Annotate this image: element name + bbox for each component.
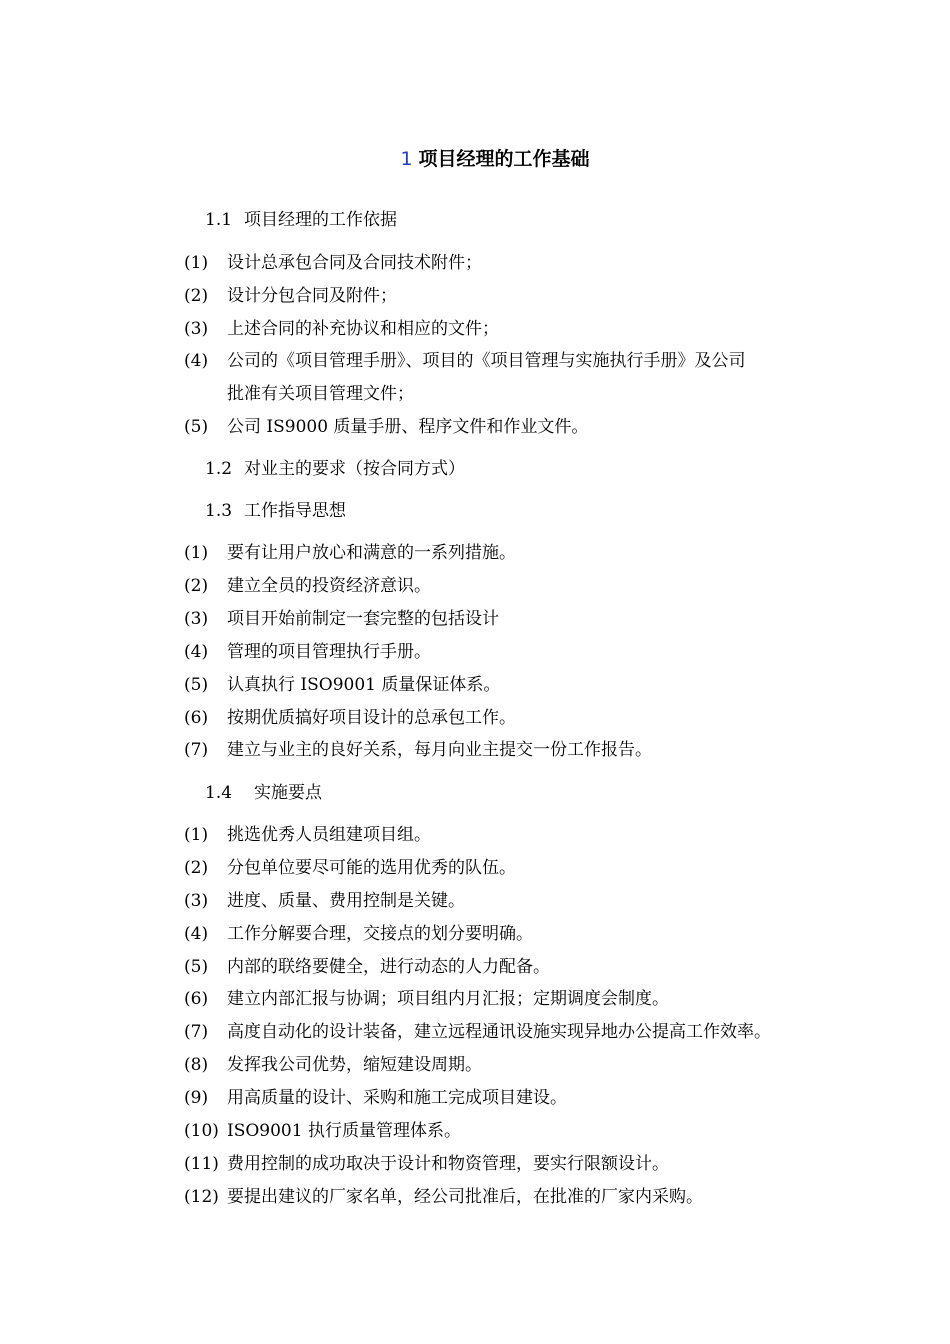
list-item-continuation <box>184 380 827 408</box>
item-number: (8) <box>184 1055 209 1075</box>
item-number: (1) <box>184 825 209 845</box>
section-heading-1-2 <box>205 455 465 483</box>
item-text: 按期优质搞好项目设计的总承包工作。 <box>227 708 516 728</box>
item-number: (2) <box>184 286 209 306</box>
section-heading-1-1 <box>205 206 397 234</box>
list-item <box>184 887 827 915</box>
item-text-line-1: 公司的《项目管理手册》、项目的《项目管理与实施执行手册》及公司 <box>227 351 746 371</box>
section-title: 实施要点 <box>254 783 323 803</box>
item-number: (4) <box>184 351 209 371</box>
item-text: 内部的联络要健全，进行动态的人力配备。 <box>227 957 550 977</box>
item-number: (1) <box>184 543 209 563</box>
item-text: 进度、质量、费用控制是关键。 <box>227 891 465 911</box>
item-number: (7) <box>184 1022 209 1042</box>
item-text: 管理的项目管理执行手册。 <box>227 642 431 662</box>
item-number: (2) <box>184 858 209 878</box>
item-number: (5) <box>184 675 209 695</box>
item-text: 发挥我公司优势，缩短建设周期。 <box>227 1055 482 1075</box>
list-item <box>184 953 827 981</box>
list-item <box>184 249 827 277</box>
section-number: 1.4 <box>205 783 233 803</box>
list-item <box>184 572 827 600</box>
title-number: 1 <box>400 148 413 170</box>
section-heading-1-4 <box>205 779 322 807</box>
list-item <box>184 920 827 948</box>
item-number: (3) <box>184 891 209 911</box>
item-text: 公司 IS9000 质量手册、程序文件和作业文件。 <box>227 417 589 437</box>
item-number: (9) <box>184 1088 209 1108</box>
item-number: (5) <box>184 957 209 977</box>
item-text: 工作分解要合理，交接点的划分要明确。 <box>227 924 533 944</box>
document-title <box>0 144 950 174</box>
item-number: (4) <box>184 924 209 944</box>
item-text: 要提出建议的厂家名单，经公司批准后，在批准的厂家内采购。 <box>227 1187 703 1207</box>
list-item <box>184 282 827 310</box>
item-text: 建立内部汇报与协调；项目组内月汇报；定期调度会制度。 <box>227 989 669 1009</box>
item-text: 设计分包合同及附件； <box>227 286 397 306</box>
section-heading-1-3 <box>205 497 346 525</box>
list-item <box>184 347 827 375</box>
item-number: (10) <box>184 1121 219 1141</box>
list-item <box>184 605 827 633</box>
item-text: 设计总承包合同及合同技术附件； <box>227 253 482 273</box>
list-item <box>184 638 827 666</box>
item-text: 建立全员的投资经济意识。 <box>227 576 431 596</box>
section-title: 项目经理的工作依据 <box>244 210 398 230</box>
list-item <box>184 539 827 567</box>
item-number: (6) <box>184 989 209 1009</box>
item-text: 建立与业主的良好关系，每月向业主提交一份工作报告。 <box>227 740 652 760</box>
item-number: (11) <box>184 1154 219 1174</box>
item-number: (3) <box>184 609 209 629</box>
section-title: 对业主的要求（按合同方式） <box>244 459 466 479</box>
list-item <box>184 704 827 732</box>
section-number: 1.1 <box>205 210 233 230</box>
item-text: ISO9001 执行质量管理体系。 <box>227 1121 461 1141</box>
section-number: 1.3 <box>205 501 233 521</box>
list-item <box>184 985 827 1013</box>
item-number: (1) <box>184 253 209 273</box>
list-item <box>184 1018 827 1046</box>
list-item <box>184 671 827 699</box>
section-title: 工作指导思想 <box>244 501 347 521</box>
item-text: 费用控制的成功取决于设计和物资管理，要实行限额设计。 <box>227 1154 669 1174</box>
item-text: 项目开始前制定一套完整的包括设计 <box>227 609 499 629</box>
item-text: 要有让用户放心和满意的一系列措施。 <box>227 543 516 563</box>
list-item <box>184 1117 827 1145</box>
list-item <box>184 1150 827 1178</box>
item-number: (4) <box>184 642 209 662</box>
item-text: 认真执行 ISO9001 质量保证体系。 <box>227 675 501 695</box>
list-item <box>184 315 827 343</box>
list-item <box>184 821 827 849</box>
item-number: (3) <box>184 319 209 339</box>
item-text-line-2: 批准有关项目管理文件； <box>227 384 414 404</box>
list-item <box>184 1051 827 1079</box>
list-item <box>184 854 827 882</box>
item-text: 高度自动化的设计装备，建立远程通讯设施实现异地办公提高工作效率。 <box>227 1022 771 1042</box>
list-item <box>184 1084 827 1112</box>
item-number: (2) <box>184 576 209 596</box>
list-item <box>184 1183 827 1211</box>
section-number: 1.2 <box>205 459 233 479</box>
item-number: (7) <box>184 740 209 760</box>
item-number: (12) <box>184 1187 219 1207</box>
title-text: 项目经理的工作基础 <box>418 148 590 170</box>
list-item <box>184 736 827 764</box>
item-text: 上述合同的补充协议和相应的文件； <box>227 319 499 339</box>
list-item <box>184 413 827 441</box>
item-text: 分包单位要尽可能的选用优秀的队伍。 <box>227 858 516 878</box>
item-number: (6) <box>184 708 209 728</box>
item-text: 挑选优秀人员组建项目组。 <box>227 825 431 845</box>
item-text: 用高质量的设计、采购和施工完成项目建设。 <box>227 1088 567 1108</box>
item-number: (5) <box>184 417 209 437</box>
